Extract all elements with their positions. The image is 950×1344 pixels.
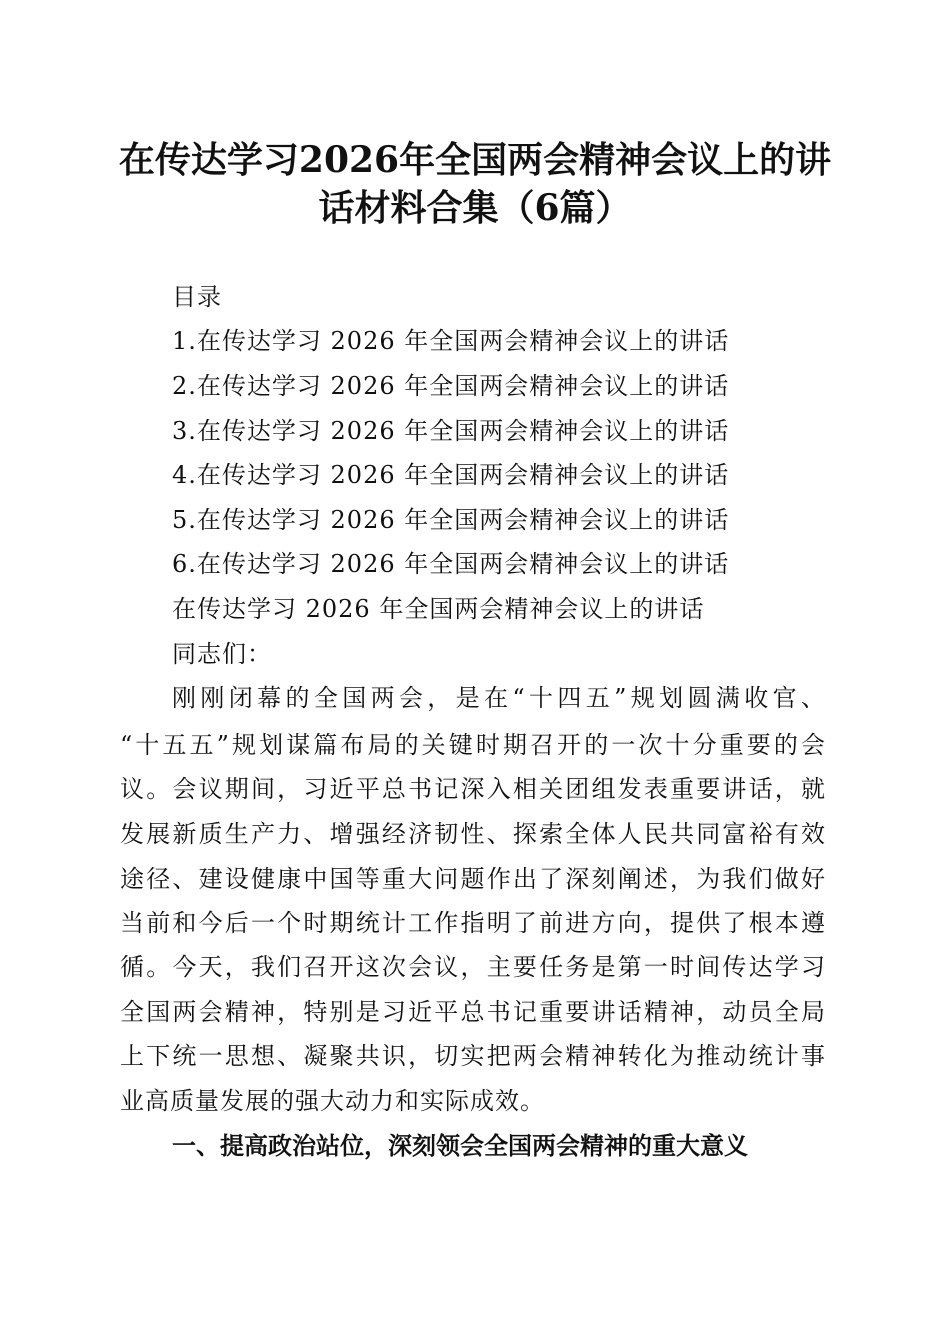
toc-item-2: 2.在传达学习 2026 年全国两会精神会议上的讲话 bbox=[172, 372, 730, 400]
speech-title: 在传达学习 2026 年全国两会精神会议上的讲话 bbox=[172, 595, 705, 623]
paragraph-line: 发展新质生产力、增强经济韧性、探索全体人民共同富裕有效 bbox=[120, 820, 826, 848]
paragraph-line: 刚刚闭幕的全国两会，是在“十四五”规划圆满收官、 bbox=[172, 684, 826, 712]
toc-heading: 目录 bbox=[172, 283, 222, 311]
paragraph-line: “十五五”规划谋篇布局的关键时期召开的一次十分重要的会 bbox=[120, 731, 826, 759]
greeting: 同志们： bbox=[172, 640, 272, 668]
paragraph-line: 业高质量发展的强大动力和实际成效。 bbox=[120, 1087, 545, 1115]
toc-item-4: 4.在传达学习 2026 年全国两会精神会议上的讲话 bbox=[172, 461, 730, 489]
paragraph-line: 途径、建设健康中国等重大问题作出了深刻阐述，为我们做好 bbox=[120, 865, 826, 893]
paragraph-line: 当前和今后一个时期统计工作指明了前进方向，提供了根本遵 bbox=[120, 909, 826, 937]
section-heading: 一、提高政治站位，深刻领会全国两会精神的重大意义 bbox=[172, 1132, 748, 1160]
document-title-line-1: 在传达学习2026年全国两会精神会议上的讲 bbox=[118, 139, 832, 181]
toc-item-1: 1.在传达学习 2026 年全国两会精神会议上的讲话 bbox=[172, 327, 730, 355]
toc-item-5: 5.在传达学习 2026 年全国两会精神会议上的讲话 bbox=[172, 506, 730, 534]
toc-item-3: 3.在传达学习 2026 年全国两会精神会议上的讲话 bbox=[172, 417, 730, 445]
paragraph-line: 循。今天，我们召开这次会议，主要任务是第一时间传达学习 bbox=[120, 953, 826, 981]
toc-item-6: 6.在传达学习 2026 年全国两会精神会议上的讲话 bbox=[172, 550, 730, 578]
paragraph-line: 议。会议期间，习近平总书记深入相关团组发表重要讲话，就 bbox=[120, 775, 826, 803]
document-title-line-2: 话材料合集（6篇） bbox=[318, 187, 632, 229]
paragraph-line: 全国两会精神，特别是习近平总书记重要讲话精神，动员全局 bbox=[120, 998, 826, 1026]
paragraph-line: 上下统一思想、凝聚共识，切实把两会精神转化为推动统计事 bbox=[120, 1042, 826, 1070]
